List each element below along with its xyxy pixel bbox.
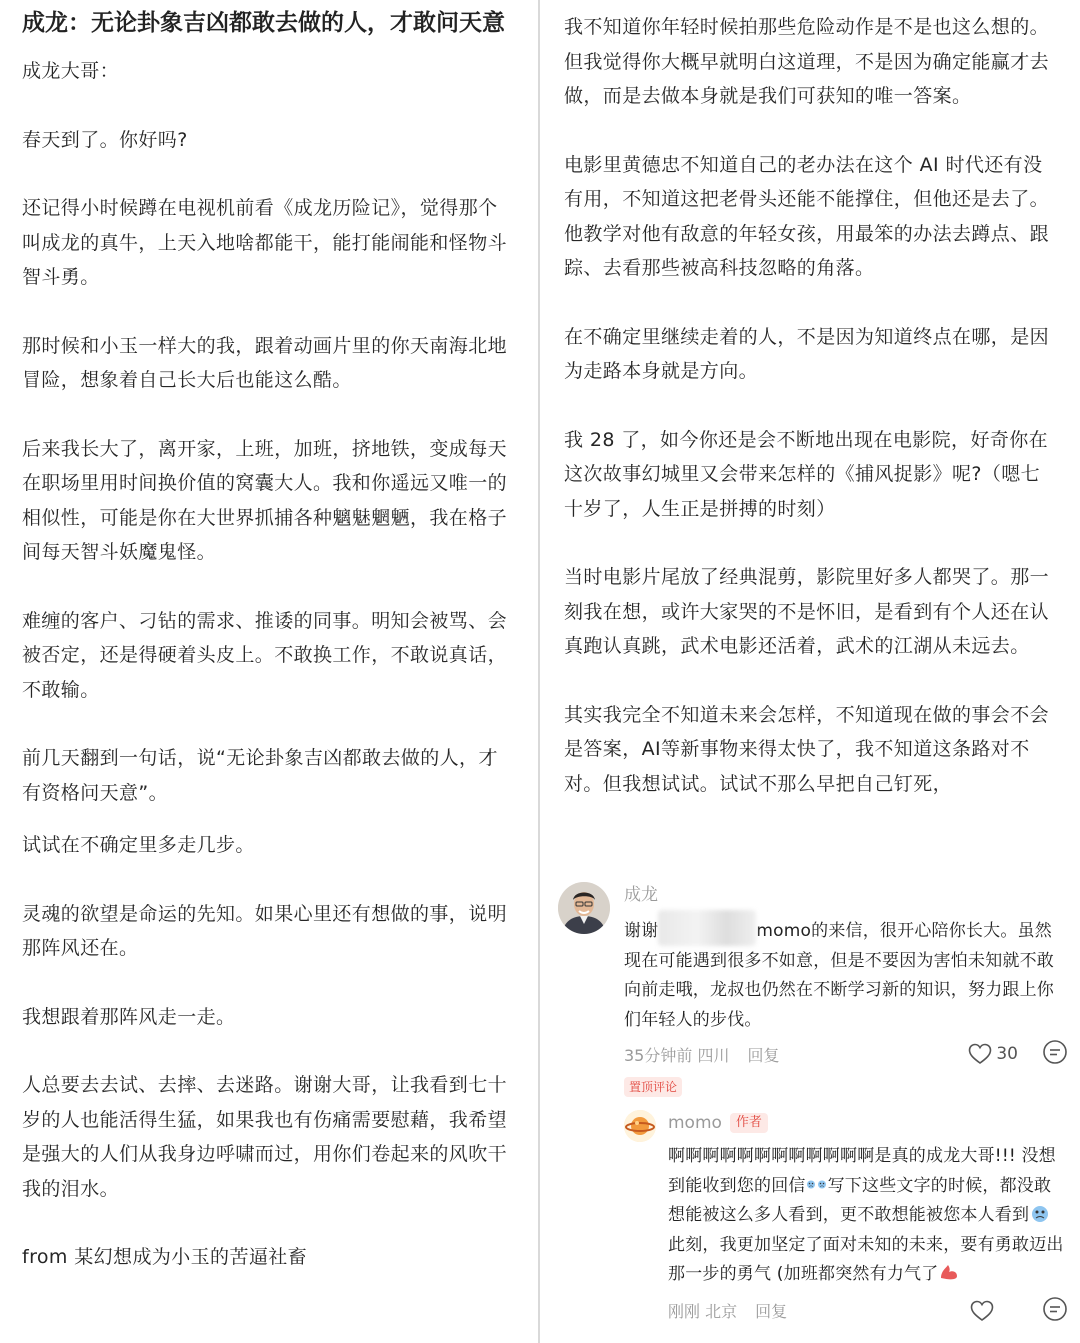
pinned-comment-badge: 置顶评论 [624, 1077, 682, 1097]
comment-meta [624, 1037, 1068, 1071]
paragraph: 在不确定里继续走着的人，不是因为知道终点在哪，是因为走路本身就是方向。 [564, 325, 1050, 382]
reply-time-location: 刚刚 北京 [668, 1302, 738, 1321]
reply-username-row [668, 1108, 1068, 1138]
reply-text [668, 1142, 1068, 1290]
article-title: 成龙：无论卦象吉凶都敢去做的人，才敢问天意 [22, 10, 505, 36]
signature: from 某幻想成为小玉的苦逼社畜 [22, 1246, 308, 1268]
paragraph: 我想跟着那阵风走一走。 [22, 1005, 236, 1028]
reply-button[interactable]: 回复 [747, 1045, 780, 1065]
paragraph: 其实我完全不知道未来会怎样，不知道现在做的事会不会是答案，AI等新事物来得太快了，我不知道这条路对不对。但我想试试。试试不那么早把自己钉死， [564, 703, 1050, 795]
comment-text-start: 谢谢 [624, 921, 659, 941]
comment-text [624, 910, 1068, 1035]
comment-username[interactable]: 成龙 [624, 885, 658, 905]
chat-bubble-icon [1042, 1296, 1068, 1322]
person-avatar-icon [558, 882, 610, 934]
paragraph: 成龙大哥： [22, 60, 120, 82]
reply-username[interactable]: momo [668, 1113, 722, 1133]
chat-bubble-icon [1042, 1039, 1068, 1065]
heart-icon [970, 1300, 994, 1322]
like-button[interactable] [970, 1300, 998, 1322]
more-options-button[interactable] [1042, 1039, 1068, 1069]
paragraph: 电影里黄德忠不知道自己的老办法在这个 AI 时代还有没有用，不知道这把老骨头还能不能撑住，但他还是去了。他教学对他有敌意的年轻女孩，用最笨的办法去蹲点、跟踪、去看那些被高科技忽略的角落。 [564, 153, 1050, 279]
paragraph: 当时电影片尾放了经典混剪，影院里好多人都哭了。那一刻我在想，或许大家哭的不是怀旧，是看到有个人还在认真跑认真跳，武术电影还活着，武术的江湖从未远去。 [564, 566, 1050, 657]
reply-text-part: 此刻，我更加坚定了面对未知的未来，要有勇敢迈出那一步的勇气 (加班都突然有力气了 [668, 1234, 1064, 1284]
crying-emoji-icon [1029, 1205, 1051, 1225]
reply-meta [668, 1294, 1068, 1328]
planet-avatar-icon [624, 1110, 656, 1142]
paragraph: 试试在不确定里多走几步。 [22, 834, 255, 856]
avatar[interactable] [624, 1110, 656, 1142]
heart-icon [968, 1043, 992, 1065]
flexed-biceps-icon [938, 1264, 960, 1284]
paragraph: 还记得小时候蹲在电视机前看《成龙历险记》，觉得那个叫成龙的真牛，上天入地啥都能干，能打能闹能和怪物斗智斗勇。 [22, 197, 508, 288]
paragraph: 灵魂的欲望是命运的先知。如果心里还有想做的事，说明那阵风还在。 [22, 902, 508, 959]
reply-text-part: 写下这些文字的时候，都没敢想能被这么多人看到，更不敢想能被您本人看到 [668, 1175, 1052, 1225]
paragraph: 那时候和小玉一样大的我，跟着动画片里的你天南海北地冒险，想象着自己长大后也能这么酷。 [22, 334, 508, 391]
avatar[interactable] [558, 882, 610, 934]
more-options-button[interactable] [1042, 1296, 1068, 1326]
like-count: 30 [996, 1044, 1018, 1064]
paragraph: 人总要去去试、去摔、去迷路。谢谢大哥，让我看到七十岁的人也能活得生猛，如果我也有伤痛需要慰藉，我希望是强大的人们从我身边呼啸而过，用你们卷起来的风吹干我的泪水。 [22, 1074, 508, 1200]
letter-column-left [0, 0, 538, 1343]
paragraph: 后来我长大了，离开家，上班，加班，挤地铁，变成每天在职场里用时间换价值的窝囊大人。我和你遥远又唯一的相似性，可能是你在大世界抓捕各种魑魅魍魉，我在格子间每天智斗妖魔鬼怪。 [22, 437, 508, 563]
paragraph: 我不知道你年轻时候拍那些危险动作是不是也这么想的。但我觉得你大概早就明白这道理，不是因为确定能赢才去做，而是去做本身就是我们可获知的唯一答案。 [564, 16, 1050, 107]
reply-text-part: 啊啊啊啊啊啊啊啊啊啊啊啊是真的成龙大哥!!! 没想到能收到您的回信 [668, 1146, 1056, 1196]
reply-button[interactable]: 回复 [755, 1302, 788, 1321]
crying-emoji-icon [806, 1176, 828, 1196]
paragraph: 我 28 了，如今你还是会不断地出现在电影院，好奇你在这次故事幻城里又会带来怎样的《捕风捉影》呢?（嗯七十岁了，人生正是拼搏的时刻） [564, 428, 1049, 520]
blurred-name [658, 910, 756, 946]
like-button[interactable] [968, 1043, 1018, 1065]
paragraph: 难缠的客户、刁钻的需求、推诿的同事。明知会被骂、会被否定，还是得硬着头皮上。不敢换工作，不敢说真话，不敢输。 [22, 609, 508, 701]
paragraph: 前几天翻到一句话，说“无论卦象吉凶都敢去做的人，才有资格问天意”。 [22, 747, 498, 804]
author-badge: 作者 [730, 1113, 768, 1133]
comment-time-location: 35分钟前 四川 [624, 1045, 730, 1065]
paragraph: 春天到了。你好吗? [22, 128, 188, 151]
comment-text-rest: momo的来信，很开心陪你长大。虽然现在可能遇到很多不如意，但是不要因为害怕未知就不敢向前走哦，龙叔也仍然在不断学习新的知识，努力跟上你们年轻人的步伐。 [624, 921, 1054, 1030]
